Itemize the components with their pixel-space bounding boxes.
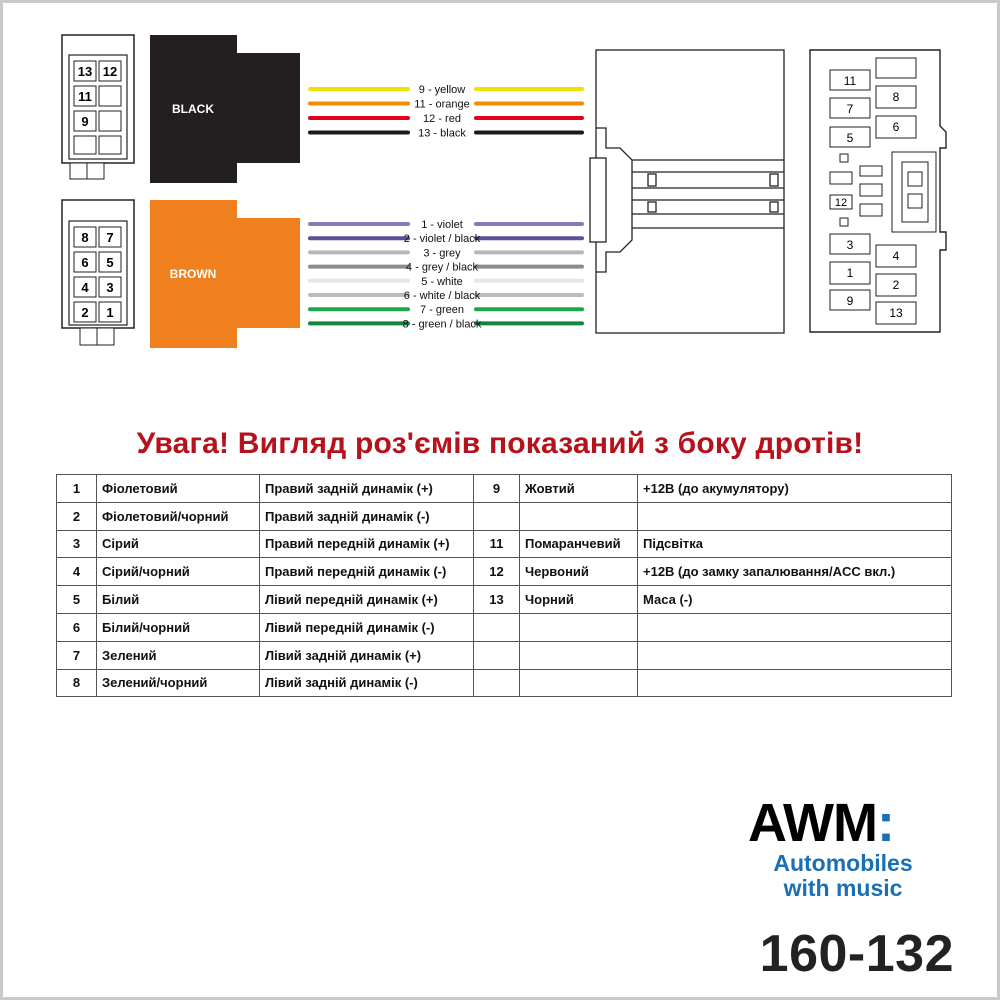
article-number: 160-132 [759,925,954,983]
head-unit-pin-12: 12 [834,197,848,209]
brown-connector-body [150,200,300,348]
cell-function: Лівий задній динамік (-) [260,669,474,697]
cell-wire-color: Зелений/чорний [97,669,260,697]
table-row [57,530,952,558]
cell-function-2 [638,669,952,697]
cell-pin-number-2 [474,502,520,530]
cell-wire-color-2: Чорний [520,586,638,614]
brown-wire-label-7: 8 - green / black [402,318,482,331]
cell-wire-color: Сірий [97,530,260,558]
brown-pin-4: 4 [81,280,89,295]
cell-pin-number-2: 9 [474,475,520,503]
head-unit-pin-8: 8 [892,90,900,104]
black-pin-13: 13 [77,64,93,79]
table-row [57,475,952,503]
head-unit-connector-side [590,50,784,333]
cell-function-2: +12В (до замку запалювання/ACC вкл.) [638,558,952,586]
awm-logo [748,793,938,901]
cell-function: Правий передній динамік (+) [260,530,474,558]
cell-wire-color-2 [520,502,638,530]
cell-function-2: +12В (до акумулятору) [638,475,952,503]
brown-pin-6: 6 [81,255,89,270]
brown-connector-face [62,200,134,345]
cell-wire-color: Фіолетовий/чорний [97,502,260,530]
cell-function-2 [638,613,952,641]
table-row [57,613,952,641]
cell-function-2 [638,641,952,669]
table-row [57,641,952,669]
cell-wire-color-2: Жовтий [520,475,638,503]
brown-pin-8: 8 [81,230,89,245]
head-unit-pin-4: 4 [892,249,900,263]
cell-pin-number: 3 [57,530,97,558]
head-unit-pin-2: 2 [892,278,900,292]
table-row [57,502,952,530]
black-wire-label-1: 11 - orange [414,98,470,111]
cell-function: Правий передній динамік (-) [260,558,474,586]
brown-pin-2: 2 [81,305,89,320]
logo-tagline-2: with music [783,875,903,901]
head-unit-pin-11: 11 [843,74,857,88]
table-row [57,558,952,586]
head-unit-connector-face [810,50,946,332]
cell-pin-number: 6 [57,613,97,641]
black-pin-12: 12 [102,64,118,79]
logo-tagline-1: Automobiles [773,850,913,876]
black-wire-label-2: 12 - red [423,113,461,125]
cell-wire-color: Фіолетовий [97,475,260,503]
cell-pin-number-2: 12 [474,558,520,586]
brown-wire-label-6: 7 - green [419,304,465,317]
black-wire-group [310,84,582,140]
brown-pin-5: 5 [106,255,114,270]
head-unit-pin-13: 13 [889,306,903,320]
cell-pin-number: 4 [57,558,97,586]
wiring-diagram [0,0,1000,420]
brown-wire-label-1: 2 - violet / black [403,233,481,246]
cell-wire-color-2 [520,669,638,697]
brown-wire-label-3: 4 - grey / black [405,261,479,274]
head-unit-pin-1: 1 [846,266,854,280]
black-pin-11: 11 [78,89,92,104]
cell-function: Правий задній динамік (-) [260,502,474,530]
cell-wire-color: Зелений [97,641,260,669]
cell-pin-number: 8 [57,669,97,697]
cell-wire-color-2: Червоний [520,558,638,586]
cell-wire-color-2 [520,613,638,641]
cell-wire-color: Сірий/чорний [97,558,260,586]
brown-pin-7: 7 [106,230,114,245]
black-connector-label: BLACK [172,102,214,116]
cell-function: Лівий передній динамік (+) [260,586,474,614]
cell-pin-number-2: 11 [474,530,520,558]
cell-wire-color: Білий [97,586,260,614]
cell-wire-color-2: Помаранчевий [520,530,638,558]
head-unit-pin-5: 5 [846,131,854,145]
brown-wire-label-5: 6 - white / black [403,290,481,302]
table-row [57,586,952,614]
cell-pin-number: 1 [57,475,97,503]
table-row [57,669,952,697]
cell-pin-number-2 [474,669,520,697]
brown-connector-label: BROWN [169,267,217,281]
logo-name: AWM [748,793,877,853]
cell-function-2 [638,502,952,530]
brown-pin-1: 1 [106,305,114,320]
cell-function: Лівий задній динамік (+) [260,641,474,669]
head-unit-pin-7: 7 [846,102,854,116]
brown-pin-3: 3 [106,280,114,295]
cell-function: Лівий передній динамік (-) [260,613,474,641]
logo-wordmark [748,793,938,853]
cell-function-2: Маса (-) [638,586,952,614]
head-unit-pin-3: 3 [846,238,854,252]
black-wire-label-3: 13 - black [418,127,466,140]
pinout-table [56,474,952,697]
cell-pin-number: 5 [57,586,97,614]
brown-wire-label-4: 5 - white [421,275,463,288]
cell-pin-number-2: 13 [474,586,520,614]
brown-wire-label-0: 1 - violet [421,219,463,231]
cell-pin-number-2 [474,613,520,641]
head-unit-pin-6: 6 [892,120,900,134]
warning-heading: Увага! Вигляд роз'ємів показаний з боку дротів! [136,427,864,460]
cell-function-2: Підсвітка [638,530,952,558]
cell-pin-number: 7 [57,641,97,669]
head-unit-pin-9: 9 [846,294,854,308]
black-connector-body [150,35,300,183]
brown-wire-group [310,219,582,330]
cell-pin-number: 2 [57,502,97,530]
brown-wire-label-2: 3 - grey [423,247,461,260]
cell-pin-number-2 [474,641,520,669]
cell-function: Правий задній динамік (+) [260,475,474,503]
logo-colon: : [876,793,894,853]
cell-wire-color-2 [520,641,638,669]
cell-wire-color: Білий/чорний [97,613,260,641]
black-pin-9: 9 [81,114,89,129]
black-connector-face [62,35,134,179]
black-wire-label-0: 9 - yellow [418,84,466,96]
